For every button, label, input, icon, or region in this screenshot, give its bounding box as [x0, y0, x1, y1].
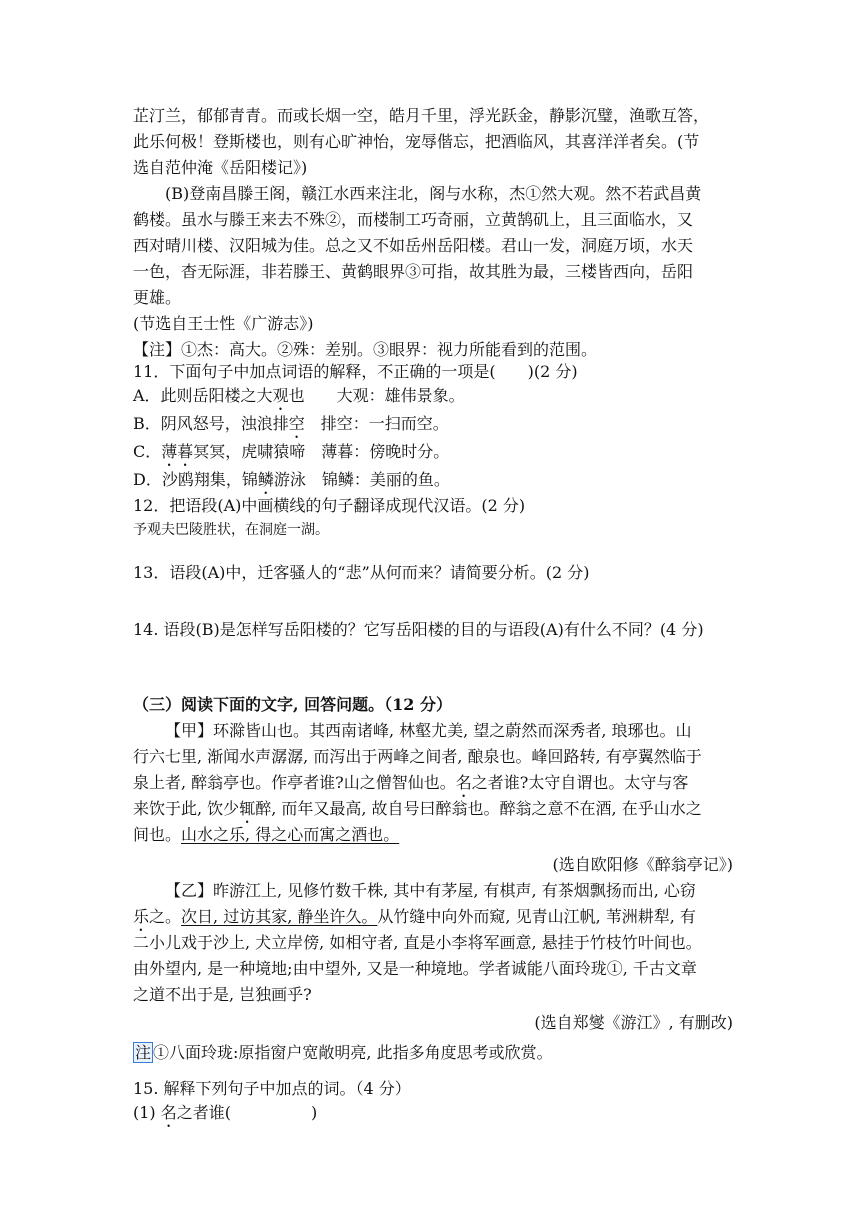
passage-b-line: 更雄。	[133, 288, 182, 307]
q11-stem: 11．下面句子中加点词语的解释，不正确的一项是( )(2 分)	[133, 362, 578, 381]
passage-a-source: 选自范仲淹《岳阳楼记》)	[133, 158, 308, 177]
q13-stem: 13．语段(A)中，迁客骚人的“悲”从何而来？请简要分析。(2 分)	[133, 563, 590, 582]
yi-line: 之道不出于是, 岂独画乎?	[133, 985, 312, 1004]
q11-option-c: C．薄暮冥冥，虎啸猿啼 薄暮：傍晚时分。	[133, 442, 450, 461]
passage-b-line: (B)登南昌滕王阁，赣江水西来注北，阁与水称，杰①然大观。然不若武昌黄	[165, 184, 702, 203]
passage-b-line: 一色，杳无际涯，非若滕王、黄鹤眼界③可指，故其胜为最，三楼皆西向，岳阳	[133, 262, 694, 281]
q15-item-1: (1) 名之者谁( )	[133, 1103, 318, 1122]
jia-line: 行六七里, 渐闻水声潺潺, 而泻出于两峰之间者, 酿泉也。峰回路转, 有亭翼然临于	[133, 747, 702, 766]
yi-line: 由外望内, 是一种境地;由中望外, 又是一种境地。学者诚能八面玲珑①, 千古文章	[133, 959, 697, 978]
yi-source: (选自郑燮《游江》, 有删改)	[534, 1013, 733, 1032]
underlined-sentence: 山水之乐, 得之心而寓之酒也。	[181, 825, 400, 844]
q15-stem: 15. 解释下列句子中加点的词。（4 分）	[133, 1079, 411, 1098]
jia-source: (选自欧阳修《醉翁亭记》)	[552, 855, 733, 874]
jia-line: 间也。山水之乐, 得之心而寓之酒也。	[133, 825, 400, 844]
q12-quote: 予观夫巴陵胜状，在洞庭一湖。	[133, 522, 329, 538]
jia-line: 来饮于此, 饮少辄醉, 而年又最高, 故自号曰醉翁也。醉翁之意不在酒, 在乎山水之	[133, 799, 702, 818]
underlined-sentence: 次日, 过访其家, 静坐许久。	[181, 907, 378, 926]
passage-b-line: 鹤楼。虽水与滕王来去不殊②，而楼制工巧奇丽，立黄鹄矶上，且三面临水，又	[133, 210, 694, 229]
q11-option-a: A．此则岳阳楼之大观也 大观：雄伟景象。	[133, 386, 465, 405]
note-marker[interactable]: 注	[135, 1043, 152, 1062]
passage-b-source: (节选自王士性《广游志》)	[133, 314, 314, 333]
yi-line: 二小儿戏于沙上, 犬立岸傍, 如相守者, 直是小李将军画意, 悬挂于竹枝竹叶间也。	[133, 933, 702, 952]
q11-option-d: D．沙鸥翔集，锦鳞游泳 锦鳞：美丽的鱼。	[133, 470, 450, 489]
jia-line: 【甲】环滁皆山也。其西南诸峰, 林壑尤美, 望之蔚然而深秀者, 琅琊也。山	[165, 721, 692, 740]
q14-stem: 14. 语段(B)是怎样写岳阳楼的？它写岳阳楼的目的与语段(A)有什么不同？(4 分)	[133, 620, 704, 639]
q11-option-b: B．阴风怒号，浊浪排空 排空：一扫而空。	[133, 414, 449, 433]
yi-line: 乐之。次日, 过访其家, 静坐许久。从竹缝中向外而窥, 见青山江帆, 苇洲耕犁, 有	[133, 907, 696, 926]
passage-a-line: 此乐何极！登斯楼也，则有心旷神怡，宠辱偕忘，把酒临风，其喜洋洋者矣。(节	[133, 132, 700, 151]
passage-b-line: 西对晴川楼、汉阳城为佳。总之又不如岳州岳阳楼。君山一发，洞庭万顷，水天	[133, 236, 694, 255]
section3-heading: （三）阅读下面的文字, 回答问题。（12 分）	[133, 695, 452, 714]
passage-b-note: 【注】①杰：高大。②殊：差别。③眼界：视力所能看到的范围。	[133, 340, 598, 359]
passage-a-line: 芷汀兰，郁郁青青。而或长烟一空，皓月千里，浮光跃金，静影沉璧，渔歌互答，	[133, 106, 710, 125]
jia-line: 泉上者, 醉翁亭也。作亭者谁?山之僧智仙也。名之者谁?太守自谓也。太守与客	[133, 773, 689, 792]
q12-stem: 12．把语段(A)中画横线的句子翻译成现代汉语。(2 分)	[133, 496, 526, 515]
yi-note: 注 ①八面玲珑:原指窗户宽敞明亮, 此指多角度思考或欣赏。	[135, 1043, 553, 1062]
yi-line: 【乙】昨游江上, 见修竹数千株, 其中有茅屋, 有棋声, 有茶烟飘扬而出, 心窃	[165, 881, 696, 900]
